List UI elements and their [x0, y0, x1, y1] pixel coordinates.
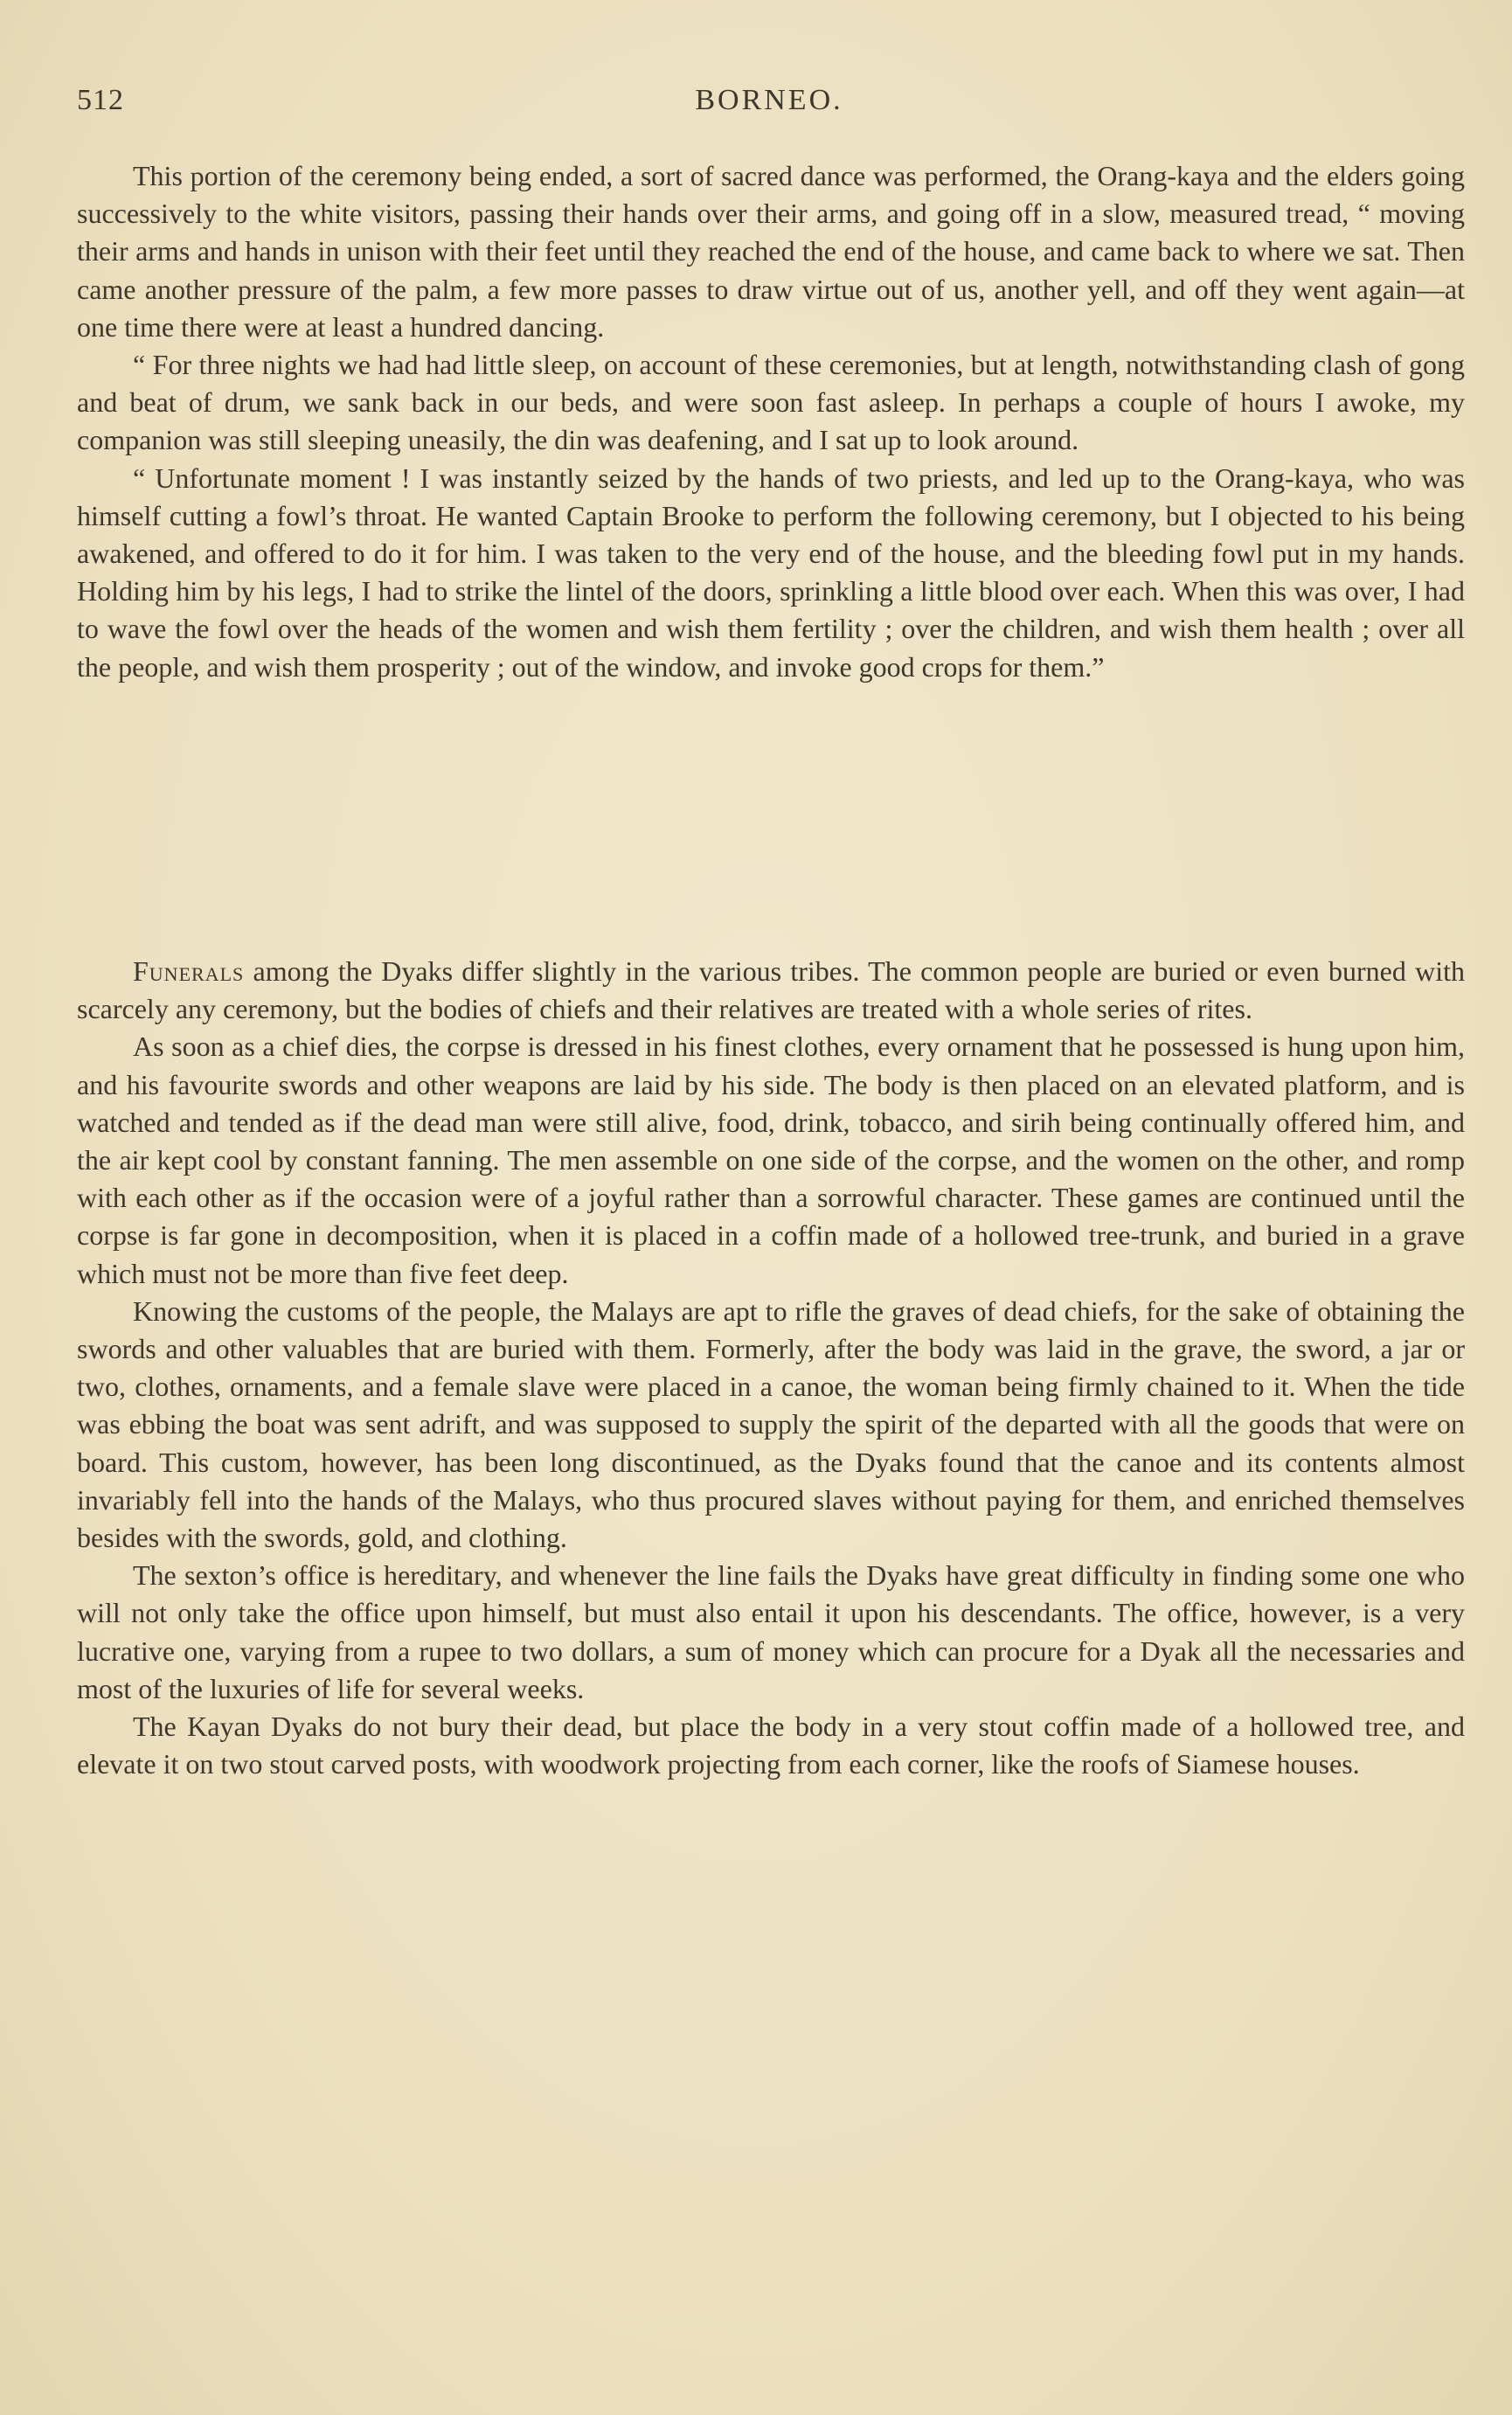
paragraph: As soon as a chief dies, the corpse is dressed in his finest clothes, every ornament that he possessed is hung upon him, and his favourite swords and other weapons are laid by his side. The body is then placed on an elevated platform, and is watched and tended as if the dead man were still alive, food, drink, tobacco, and sirih being continually offered him, and the air kept cool by constant fanning. The men assemble on one side of the corpse, and the women on the other, and romp with each other as if the occasion were of a joyful rather than a sorrowful character. These games are continued until the corpse is far gone in decomposition, when it is placed in a coffin made of a hollowed tree-trunk, and buried in a grave which must not be more than five feet deep. — [77, 1031, 1465, 1289]
funerals-lead-word: Funerals — [133, 955, 245, 987]
paragraph: This portion of the ceremony being ended, a sort of sacred dance was performed, the Orang-kaya and the elders going successively to the white visitors, passing their hands over their arms, and going off in a slow, measured tread, “ moving their arms and hands in unison with their feet until they reached the end of the house, and came back to where we sat. Then came another pressure of the palm, a few more passes to draw virtue out of us, another yell, and off they went again—at one time there were at least a hundred dancing. — [77, 160, 1465, 343]
paragraph: “ For three nights we had had little sleep, on account of these ceremonies, but at length, notwithstanding clash of gong and beat of drum, we sank back in our beds, and were soon fast asleep. In perhaps a couple of hours I awoke, my companion was still sleeping uneasily, the din was deafening, and I sat up to look around. — [77, 349, 1465, 456]
ceremony-account-section — [77, 157, 1465, 686]
paragraph: The sexton’s office is hereditary, and whenever the line fails the Dyaks have great difficulty in finding some one who will not only take the office upon himself, but must also entail it upon his descendants. The office, however, is a very lucrative one, varying from a rupee to two dollars, a sum of money which can procure for a Dyak all the necessaries and most of the luxuries of life for several weeks. — [77, 1559, 1465, 1704]
running-head: BORNEO. — [695, 84, 843, 116]
funerals-section — [77, 953, 1465, 1783]
funerals-intro-paragraph — [77, 953, 1465, 1028]
page-number: 512 — [77, 84, 124, 116]
funerals-intro-text: among the Dyaks differ slightly in the various tribes. The common people are buried or even burned with scarcely any ceremony, but the bodies of chiefs and their relatives are treated with a whole series of rites. — [77, 955, 1465, 1025]
paragraph: Knowing the customs of the people, the Malays are apt to rifle the graves of dead chiefs, for the sake of obtaining the swords and other valuables that are buried with them. Formerly, after the body was laid in the grave, the sword, a jar or two, clothes, ornaments, and a female slave were placed in a canoe, the woman being firmly chained to it. When the tide was ebbing the boat was sent adrift, and was supposed to supply the spirit of the departed with all the goods that were on board. This custom, however, has been long discontinued, as the Dyaks found that the canoe and its contents almost invariably fell into the hands of the Malays, who thus procured slaves without paying for them, and enriched themselves besides with the swords, gold, and clothing. — [77, 1294, 1465, 1554]
page-header — [77, 84, 1461, 136]
paragraph: The Kayan Dyaks do not bury their dead, but place the body in a very stout coffin made of a hollowed tree, and elevate it on two stout carved posts, with woodwork projecting from each corner, like the roofs of Siamese houses. — [77, 1711, 1465, 1780]
paragraph: “ Unfortunate moment ! I was instantly seized by the hands of two priests, and led up to the Orang-kaya, who was himself cutting a fowl’s throat. He wanted Captain Brooke to perform the following ceremony, but I objected to his being awakened, and offered to do it for him. I was taken to the very end of the house, and the bleeding fowl put in my hands. Holding him by his legs, I had to strike the lintel of the doors, sprinkling a little blood over each. When this was over, I had to wave the fowl over the heads of the women and wish them fertility ; over the children, and wish them health ; over all the people, and wish them prosperity ; out of the window, and invoke good crops for them.” — [77, 461, 1465, 683]
